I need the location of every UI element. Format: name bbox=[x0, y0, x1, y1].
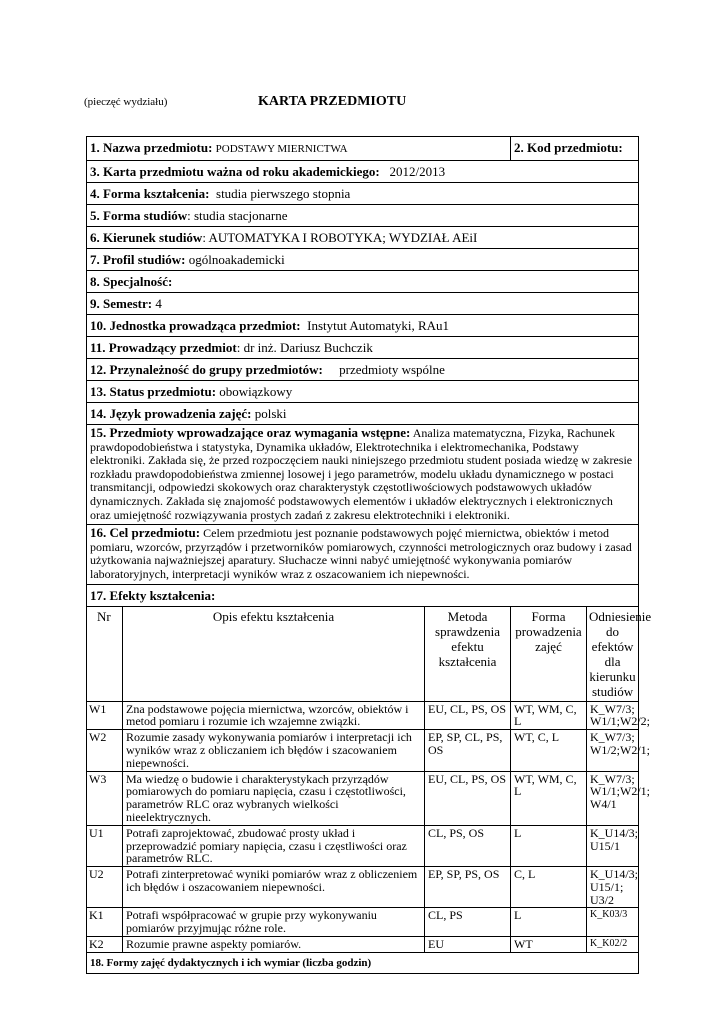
field-label: 14. Język prowadzenia zajęć: bbox=[90, 406, 252, 421]
effect-row bbox=[87, 937, 639, 953]
field-4-row bbox=[87, 183, 639, 205]
field-value: ogólnoakademicki bbox=[188, 252, 285, 267]
effect-reference: K_U14/3; U15/1 bbox=[587, 825, 639, 866]
effect-form: C, L bbox=[511, 867, 587, 908]
stamp-label: (pieczęć wydziału) bbox=[84, 96, 168, 108]
effect-form: WT bbox=[511, 937, 587, 953]
field-label: 11. Prowadzący przedmiot bbox=[90, 340, 237, 355]
field-label: 16. Cel przedmiotu: bbox=[90, 525, 201, 541]
effect-row bbox=[87, 771, 639, 825]
field-label: 17. Efekty kształcenia: bbox=[90, 587, 216, 603]
effect-method: EU, CL, PS, OS bbox=[425, 701, 511, 730]
effects-header-row bbox=[87, 606, 639, 701]
field-value: Instytut Automatyki, RAu1 bbox=[307, 318, 450, 333]
effect-form: L bbox=[511, 908, 587, 937]
field-label: 2. Kod przedmiotu: bbox=[514, 140, 623, 155]
field-value: : AUTOMATYKA I ROBOTYKA; WYDZIAŁ AEiI bbox=[202, 230, 478, 245]
field-label: 4. Forma kształcenia: bbox=[90, 186, 210, 201]
effect-nr: W2 bbox=[87, 730, 123, 771]
field-value: 4 bbox=[155, 296, 162, 311]
col-header-opis: Opis efektu kształcenia bbox=[123, 606, 425, 701]
field-label: 9. Semestr: bbox=[90, 296, 153, 311]
effect-description: Rozumie prawne aspekty pomiarów. bbox=[123, 937, 425, 953]
field-value: : studia stacjonarne bbox=[187, 208, 288, 223]
effect-description: Potrafi zaprojektować, zbudować prosty układ i przeprowadzić pomiary napięcia, czasu i częstliwości oraz parametrów RLC. bbox=[123, 825, 425, 866]
field-label: 6. Kierunek studiów bbox=[90, 230, 203, 245]
effect-reference: K_W7/3; W1/2;W2/1; bbox=[587, 730, 639, 771]
field-10-row bbox=[87, 315, 639, 337]
col-header-forma: Forma prowadzenia zajęć bbox=[511, 606, 587, 701]
effect-row bbox=[87, 730, 639, 771]
course-goal-text: Celem przedmiotu jest poznanie podstawowych pojęć miernictwa, obiektów i metod pomiaru, wzorców, przyrządów i przetworników pomiarowych, czynności metrologicznych oraz budowy i zasad użytkowania najważniejszej aparatury. Słuchacze winni nabyć umiejętność wykonywania pomiarów laboratoryjnych, interpretacji wyników wraz z oszacowaniem ich niepewności. bbox=[90, 526, 632, 581]
field-course-name bbox=[87, 137, 511, 161]
effect-row bbox=[87, 701, 639, 730]
effect-form: L bbox=[511, 825, 587, 866]
field-13-row bbox=[87, 381, 639, 403]
effect-description: Potrafi współpracować w grupie przy wykonywaniu pomiarów przyjmując różne role. bbox=[123, 908, 425, 937]
field-label: 12. Przynależność do grupy przedmiotów: bbox=[90, 362, 323, 377]
field-value: studia pierwszego stopnia bbox=[216, 186, 351, 201]
field-1-row bbox=[87, 137, 639, 161]
field-9-row bbox=[87, 293, 639, 315]
effect-reference: K_W7/3; W1/1;W2/1; W4/1 bbox=[587, 771, 639, 825]
effect-row bbox=[87, 825, 639, 866]
effect-method: EU, CL, PS, OS bbox=[425, 771, 511, 825]
effect-form: WT, WM, C, L bbox=[511, 701, 587, 730]
field-value: polski bbox=[254, 406, 287, 421]
effect-method: EP, SP, CL, PS, OS bbox=[425, 730, 511, 771]
col-header-metoda: Metoda sprawdzenia efektu kształcenia bbox=[425, 606, 511, 701]
page-title: KARTA PRZEDMIOTU bbox=[258, 94, 407, 109]
field-label: 1. Nazwa przedmiotu: bbox=[90, 140, 216, 155]
effect-row bbox=[87, 908, 639, 937]
effect-nr: W1 bbox=[87, 701, 123, 730]
field-8-row bbox=[87, 271, 639, 293]
field-15-row bbox=[87, 425, 639, 525]
effect-form: WT, C, L bbox=[511, 730, 587, 771]
field-label: 7. Profil studiów: bbox=[90, 252, 186, 267]
effect-description: Rozumie zasady wykonywania pomiarów i interpretacji ich wyników wraz z obliczaniem ich błędów i szacowaniem niepewności. bbox=[123, 730, 425, 771]
field-label: 18. Formy zajęć dydaktycznych i ich wymiar (liczba godzin) bbox=[90, 956, 372, 969]
effect-nr: K2 bbox=[87, 937, 123, 953]
effect-nr: K1 bbox=[87, 908, 123, 937]
effect-nr: W3 bbox=[87, 771, 123, 825]
field-label: 13. Status przedmiotu: bbox=[90, 384, 217, 399]
field-16-row bbox=[87, 525, 639, 584]
field-3-row bbox=[87, 161, 639, 183]
effect-reference: K_U14/3; U15/1; U3/2 bbox=[587, 867, 639, 908]
course-card bbox=[86, 136, 652, 974]
field-17-row bbox=[87, 584, 639, 606]
effect-description: Zna podstawowe pojęcia miernictwa, wzorców, obiektów i metod pomiaru i rozumie ich wzajemne związki. bbox=[123, 701, 425, 730]
prerequisites-text: Analiza matematyczna, Fizyka, Rachunek prawdopodobieństwa i statystyka, Dynamika układów, Elektrotechnika i elektromechanika, Podstawy elektroniki. Zakłada się, że przed rozpoczęciem nauki niniejszego przedmiotu student posiada wiedzę w zakresie rozkładu prawdopodobieństwa zmiennej losowej i jego parametrów, modelu układu dynamicznego w postaci transmitancji, odpowiedzi skokowych oraz charakterystyk częstotliwościowych podstawowych układów dynamicznych. Zakłada się znajomość podstawowych elementów i układów elektrycznych i elektronicznych oraz umiejętność rozwiązywania prostych zadań z zakresu elektrotechniki i elektroniki. bbox=[90, 426, 633, 522]
effect-row bbox=[87, 867, 639, 908]
field-course-code bbox=[511, 137, 639, 161]
effect-form: WT, WM, C, L bbox=[511, 771, 587, 825]
col-header-odniesienie: Odniesienie do efektów dla kierunku studiów bbox=[587, 606, 639, 701]
effect-method: CL, PS bbox=[425, 908, 511, 937]
field-14-row bbox=[87, 403, 639, 425]
field-value: : dr inż. Dariusz Buchczik bbox=[236, 340, 373, 355]
course-info-table bbox=[86, 136, 652, 974]
field-label: 5. Forma studiów bbox=[90, 208, 188, 223]
effect-description: Potrafi zinterpretować wyniki pomiarów wraz z obliczeniem ich błędów i oszacowaniem niepewności. bbox=[123, 867, 425, 908]
effect-reference: K_K03/3 bbox=[587, 908, 639, 937]
field-label: 3. Karta przedmiotu ważna od roku akademickiego: bbox=[90, 164, 380, 179]
effect-method: EU bbox=[425, 937, 511, 953]
col-header-nr: Nr bbox=[87, 606, 123, 701]
field-7-row bbox=[87, 249, 639, 271]
field-value: 2012/2013 bbox=[389, 164, 446, 179]
effect-method: CL, PS, OS bbox=[425, 825, 511, 866]
field-11-row bbox=[87, 337, 639, 359]
field-6-row bbox=[87, 227, 639, 249]
field-5-row bbox=[87, 205, 639, 227]
effect-nr: U1 bbox=[87, 825, 123, 866]
field-label: 8. Specjalność: bbox=[90, 274, 173, 289]
effect-method: EP, SP, PS, OS bbox=[425, 867, 511, 908]
field-value: obowiązkowy bbox=[219, 384, 293, 399]
field-12-row bbox=[87, 359, 639, 381]
field-18-row bbox=[87, 952, 639, 973]
effect-reference: K_K02/2 bbox=[587, 937, 639, 953]
field-label: 15. Przedmioty wprowadzające oraz wymagania wstępne: bbox=[90, 425, 411, 440]
effect-nr: U2 bbox=[87, 867, 123, 908]
effect-description: Ma wiedzę o budowie i charakterystykach przyrządów pomiarowych do pomiaru napięcia, czasu i częstotliwości, parametrów RLC oraz wybranych wielkości nieelektrycznych. bbox=[123, 771, 425, 825]
effect-reference: K_W7/3; W1/1;W2/2; bbox=[587, 701, 639, 730]
course-name-value: PODSTAWY MIERNICTWA bbox=[215, 143, 348, 155]
field-label: 10. Jednostka prowadząca przedmiot: bbox=[90, 318, 301, 333]
field-value: przedmioty wspólne bbox=[339, 362, 445, 377]
